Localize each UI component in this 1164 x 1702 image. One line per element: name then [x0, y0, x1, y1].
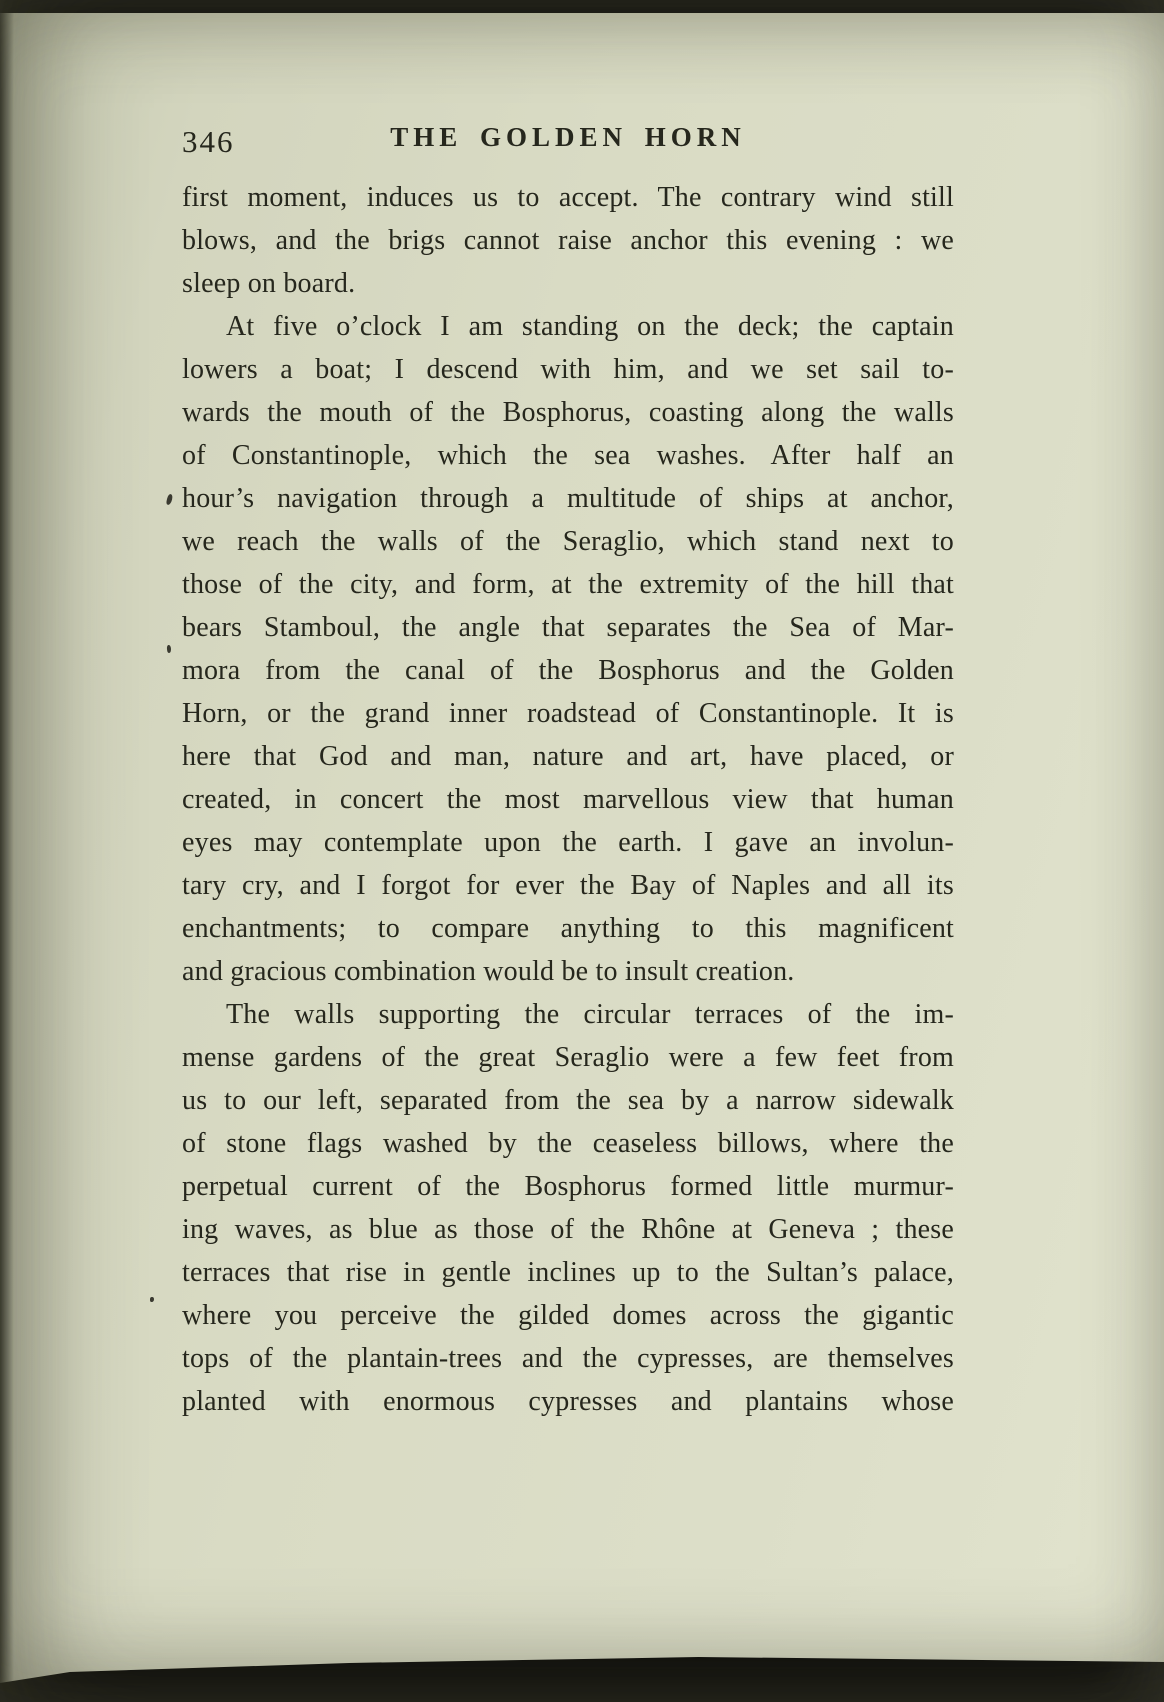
scan-edge-top — [0, 0, 1164, 13]
text-line: bears Stamboul, the angle that separates the Sea of Mar- — [182, 612, 954, 643]
text-line: of Constantinople, which the sea washes. After half an — [182, 440, 954, 471]
text-line: tops of the plantain-trees and the cypresses, are themselves — [182, 1343, 954, 1374]
text-line: blows, and the brigs cannot raise anchor this evening : we — [182, 225, 954, 256]
text-line: us to our left, separated from the sea by a narrow sidewalk — [182, 1085, 954, 1116]
text-line: terraces that rise in gentle inclines up to the Sultan’s palace, — [182, 1257, 954, 1288]
text-line: enchantments; to compare anything to this magnificent — [182, 913, 954, 944]
ink-speck — [150, 1297, 154, 1302]
text-line: Horn, or the grand inner roadstead of Constantinople. It is — [182, 698, 954, 729]
text-line: and gracious combination would be to insult creation. — [182, 956, 795, 987]
ink-speck — [167, 645, 172, 653]
text-body — [182, 176, 954, 1423]
text-line: mora from the canal of the Bosphorus and the Golden — [182, 655, 954, 686]
text-line: wards the mouth of the Bosphorus, coasting along the walls — [182, 397, 954, 428]
scan-edge-left — [0, 0, 14, 1702]
text-line: here that God and man, nature and art, have placed, or — [182, 741, 954, 772]
scan-edge-bottom — [0, 1652, 1164, 1702]
text-line: first moment, induces us to accept. The contrary wind still — [182, 182, 954, 213]
text-line: eyes may contemplate upon the earth. I gave an involun- — [182, 827, 954, 858]
text-line: planted with enormous cypresses and plantains whose — [182, 1386, 954, 1417]
text-line: of stone flags washed by the ceaseless billows, where the — [182, 1128, 954, 1159]
text-line: where you perceive the gilded domes across the gigantic — [182, 1300, 954, 1331]
text-line: mense gardens of the great Seraglio were a few feet from — [182, 1042, 954, 1073]
text-line: created, in concert the most marvellous view that human — [182, 784, 954, 815]
text-line: we reach the walls of the Seraglio, which stand next to — [182, 526, 954, 557]
text-line: tary cry, and I forgot for ever the Bay of Naples and all its — [182, 870, 954, 901]
page-header — [182, 122, 954, 159]
text-line: The walls supporting the circular terraces of the im- — [226, 999, 954, 1030]
text-line: sleep on board. — [182, 268, 356, 299]
running-title: THE GOLDEN HORN — [390, 122, 746, 152]
text-line: perpetual current of the Bosphorus formed little murmur- — [182, 1171, 954, 1202]
text-line: ing waves, as blue as those of the Rhône at Geneva ; these — [182, 1214, 954, 1245]
text-line: hour’s navigation through a multitude of ships at anchor, — [182, 483, 954, 514]
text-line: those of the city, and form, at the extremity of the hill that — [182, 569, 954, 600]
text-line: At five o’clock I am standing on the deck; the captain — [226, 311, 954, 342]
text-line: lowers a boat; I descend with him, and we set sail to- — [182, 354, 954, 385]
page-number: 346 — [182, 124, 235, 159]
ink-speck — [166, 494, 174, 506]
